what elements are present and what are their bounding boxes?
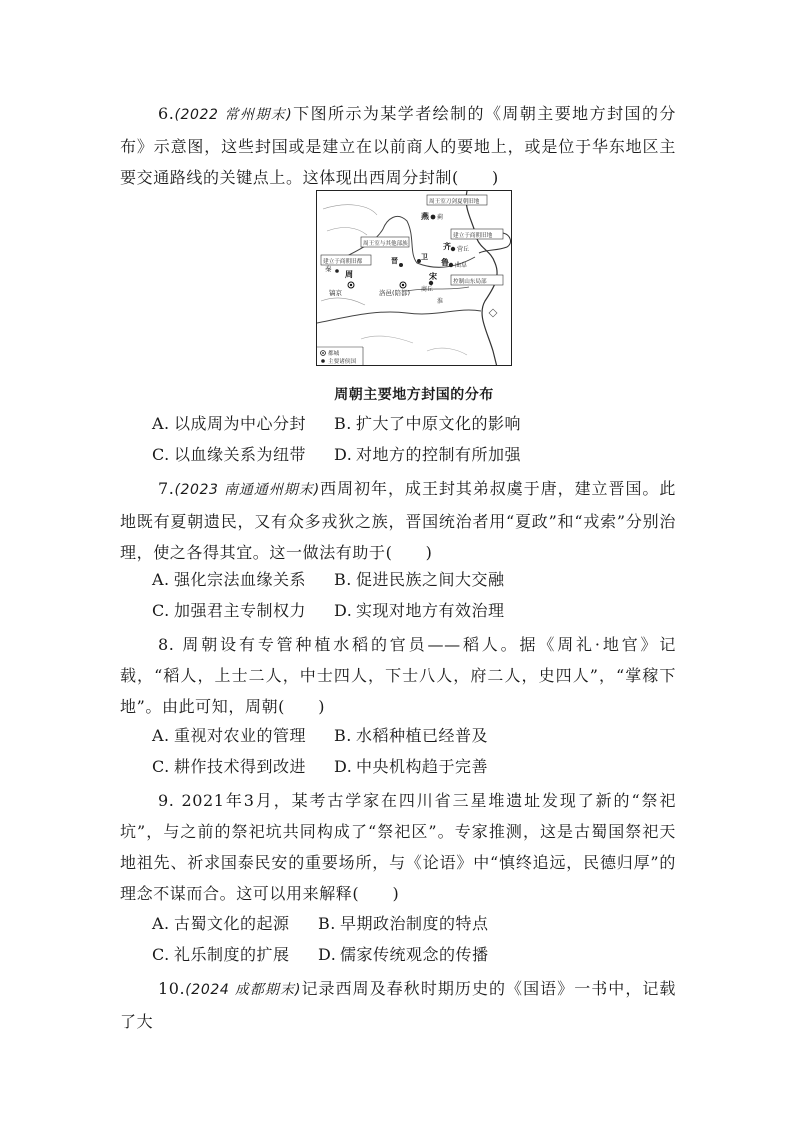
q8-option-d[interactable]: D. 中央机构趋于完善 — [334, 757, 489, 776]
question-7-number: 7. — [158, 479, 175, 498]
question-6-number: 6. — [158, 104, 175, 123]
question-9-options-row-1 — [152, 912, 489, 936]
question-6-options-row-2 — [152, 443, 521, 467]
question-10-stem — [120, 973, 676, 1037]
map-caption: 周朝主要地方封国的分布 — [334, 387, 494, 403]
legend-state-label: 主要诸侯国 — [328, 359, 356, 365]
map-legend — [317, 347, 363, 366]
question-6-options-row-1 — [152, 412, 521, 436]
q9-option-b[interactable]: B. 早期政治制度的特点 — [318, 914, 489, 933]
question-9-options-row-2 — [152, 943, 489, 967]
map-label-luoyi: 洛邑(陪都) — [379, 289, 411, 297]
zhou-states-map — [316, 190, 512, 366]
map-note-1: 周王室刀剑夏朝旧地 — [429, 199, 480, 205]
map-capital-haojing — [329, 269, 354, 297]
map-drawing — [317, 191, 512, 366]
map-state-song — [421, 271, 437, 293]
map-label-song: 宋 — [429, 272, 437, 281]
map-label-qi: 齐 — [443, 242, 451, 251]
question-9-stem — [120, 785, 676, 909]
question-6-stem — [120, 98, 676, 193]
q8-option-c[interactable]: C. 耕作技术得到改进 — [152, 757, 307, 776]
q6-option-a[interactable]: A. 以成周为中心分封 — [152, 414, 307, 433]
question-10-number: 10. — [158, 979, 186, 998]
legend-capital-label: 都城 — [328, 351, 340, 357]
question-7-text: 西周初年，成王封其弟叔虞于唐，建立晋国。此地既有夏朝遗民，又有众多戎狄之族，晋国统治者用“夏政”和“戎索”分别治理，使之各得其宜。这一做法有助于( ) — [120, 479, 676, 562]
map-note-3: 建立于商朝旧地 — [453, 233, 493, 239]
map-note-2: 周王室与其他部族 — [363, 241, 408, 247]
map-state-wei — [417, 253, 428, 263]
map-label-jin: 晋 — [391, 257, 398, 265]
q7-option-b[interactable]: B. 促进民族之间大交融 — [334, 570, 505, 589]
question-6-text: 下图所示为某学者绘制的《周朝主要地方封国的分布》示意图，这些封国或是建立在以前商人的要地上，或是位于华东地区主要交通路线的关键点上。这体现出西周分封制( ) — [120, 104, 676, 187]
map-label-yingqiu: 营丘 — [457, 246, 470, 253]
q9-option-d[interactable]: D. 儒家传统观念的传播 — [318, 945, 489, 964]
map-label-qin: 秦 — [325, 265, 332, 273]
map-label-shangqiu: 商丘 — [421, 286, 434, 293]
map-state-yan — [421, 211, 443, 221]
map-capital-luoyi — [379, 282, 410, 297]
map-label-yao: 淮 — [437, 298, 444, 305]
question-9-text: 2021年3月，某考古学家在四川省三星堆遗址发现了新的“祭祀坑”，与之前的祭祀坑共同构成了“祭祀区”。专家推测，这是古蜀国祭祀天地祖先、祈求国泰民安的重要场所，与《论语》中“慎终追远，民德归厚”的理念不谋而合。这可以用来解释( ) — [120, 791, 676, 903]
question-7-source: (2023 南通通州期末) — [174, 482, 320, 498]
question-8-text: 周朝设有专管种植水稻的官员——稻人。据《周礼·地官》记载，“稻人，上士二人，中士四人，下士八人，府二人，史四人”，“掌稼下地”。由此可知，周朝( ) — [120, 635, 677, 716]
q8-option-b[interactable]: B. 水稻种植已经普及 — [334, 726, 489, 745]
q7-option-a[interactable]: A. 强化宗法血缘关系 — [152, 570, 307, 589]
q8-option-a[interactable]: A. 重视对农业的管理 — [152, 726, 307, 745]
q9-option-c[interactable]: C. 礼乐制度的扩展 — [152, 945, 290, 964]
map-label-yan: 燕 — [421, 212, 429, 221]
question-6-source: (2022 常州期末) — [174, 107, 293, 123]
q7-option-c[interactable]: C. 加强君主专制权力 — [152, 601, 307, 620]
question-7-options-row-1 — [152, 568, 505, 592]
question-10-source: (2024 成都期末) — [185, 982, 302, 998]
q6-option-c[interactable]: C. 以血缘关系为纽带 — [152, 445, 307, 464]
q6-option-b[interactable]: B. 扩大了中原文化的影响 — [334, 414, 522, 433]
question-9-number: 9. — [158, 791, 175, 810]
question-8-options-row-1 — [152, 724, 488, 748]
question-8-number: 8. — [158, 635, 175, 654]
question-8-options-row-2 — [152, 755, 488, 779]
map-label-lu: 鲁 — [441, 258, 449, 267]
map-label-haojing: 镐京 — [329, 289, 342, 297]
map-label-ji: 蓟 — [437, 214, 444, 221]
question-8-stem — [120, 629, 676, 722]
map-label-qufu: 曲阜 — [455, 262, 468, 269]
question-10-text: 记录西周及春秋时期历史的《国语》一书中，记载了大 — [120, 979, 677, 1031]
q9-option-a[interactable]: A. 古蜀文化的起源 — [152, 914, 290, 933]
map-label-zhou: 周 — [345, 270, 353, 279]
question-7-options-row-2 — [152, 599, 505, 623]
map-note-5: 控制山东局部 — [453, 279, 487, 285]
map-state-qin — [325, 264, 339, 273]
q6-option-d[interactable]: D. 对地方的控制有所加强 — [334, 445, 522, 464]
map-state-qi — [443, 241, 469, 253]
map-state-jin — [391, 256, 403, 267]
map-label-wei: 卫 — [421, 253, 428, 261]
q7-option-d[interactable]: D. 实现对地方有效治理 — [334, 601, 505, 620]
question-7-stem — [120, 473, 676, 568]
map-note-4: 建立于商朝旧都 — [323, 259, 363, 265]
